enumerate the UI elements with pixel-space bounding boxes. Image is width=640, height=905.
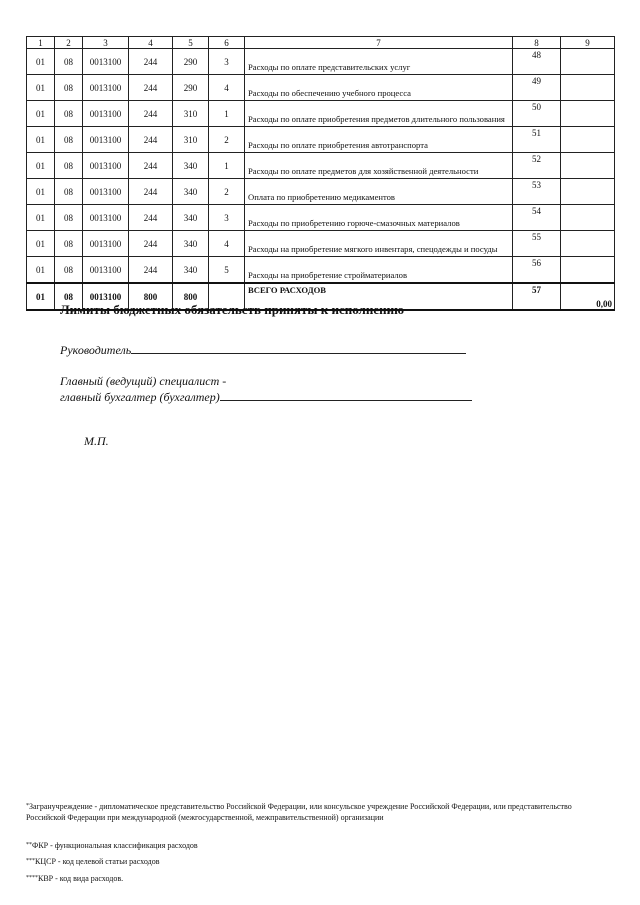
col-header: 7 [245,37,513,49]
footnote-text: Загранучреждение - дипломатическое представительство Российской Федерации, или консульское учреждение Российской Федерации, или представительство Российской Федерации при международной (межгосударственной, межправительственной) организации [26,802,572,822]
cell-description: Расходы по оплате приобретения автотранспорта [245,127,513,153]
cell-line-number: 49 [513,75,561,101]
col-header: 3 [83,37,129,49]
cell-subcode: 2 [209,127,245,153]
cell-kosgu: 290 [173,49,209,75]
cell-section: 01 [27,101,55,127]
accountant-label-line1: Главный (ведущий) специалист - [60,374,227,388]
col-header: 6 [209,37,245,49]
cell-kosgu: 340 [173,205,209,231]
table-row [27,49,615,75]
cell-target-code: 0013100 [83,153,129,179]
cell-subsection: 08 [55,205,83,231]
table-header-row [27,37,615,49]
cell-type-code: 244 [129,101,173,127]
cell-target-code: 0013100 [83,205,129,231]
cell-target-code: 0013100 [83,127,129,153]
footnote-text: ФКР - функциональная классификация расходов [32,841,198,850]
cell-kosgu: 340 [173,231,209,257]
cell-subsection: 08 [55,101,83,127]
cell-subcode: 3 [209,205,245,231]
cell-target-code: 0013100 [83,101,129,127]
cell-subcode: 3 [209,49,245,75]
cell-kosgu: 340 [173,257,209,284]
cell-subcode: 4 [209,75,245,101]
accountant-signature-line [60,389,472,405]
col-header: 8 [513,37,561,49]
footnote-mark: * [26,803,29,809]
cell-kosgu: 340 [173,179,209,205]
cell-type-code: 244 [129,153,173,179]
cell-kosgu: 290 [173,75,209,101]
cell-description: Расходы по обеспечению учебного процесса [245,75,513,101]
cell-type-code: 800 [129,283,173,310]
cell-section: 01 [27,75,55,101]
cell-line-number: 54 [513,205,561,231]
cell-target-code: 0013100 [83,231,129,257]
cell-subsection: 08 [55,257,83,284]
cell-section: 01 [27,49,55,75]
table-row [27,231,615,257]
cell-subsection: 08 [55,283,83,310]
head-label: Руководитель [60,343,132,357]
accountant-label-line2: главный бухгалтер (бухгалтер) [60,390,220,404]
cell-kosgu: 310 [173,101,209,127]
cell-amount [561,49,615,75]
cell-section: 01 [27,283,55,310]
cell-amount [561,75,615,101]
table-row [27,153,615,179]
cell-line-number: 55 [513,231,561,257]
cell-subsection: 08 [55,49,83,75]
cell-target-code: 0013100 [83,283,129,310]
cell-line-number: 50 [513,101,561,127]
table-row [27,75,615,101]
col-header: 5 [173,37,209,49]
col-header: 9 [561,37,615,49]
table-row [27,101,615,127]
cell-description: Расходы по приобретению горюче-смазочных материалов [245,205,513,231]
cell-subcode: 2 [209,179,245,205]
table-row [27,205,615,231]
cell-subsection: 08 [55,127,83,153]
cell-description: Расходы по оплате приобретения предметов длительного пользования [245,101,513,127]
signature-underline [131,342,466,354]
cell-type-code: 244 [129,205,173,231]
footnote [26,840,606,851]
cell-amount [561,101,615,127]
cell-amount [561,205,615,231]
table-row [27,179,615,205]
cell-section: 01 [27,231,55,257]
cell-type-code: 244 [129,49,173,75]
cell-amount [561,127,615,153]
head-signature-line [60,342,466,358]
cell-amount [561,257,615,284]
col-header: 4 [129,37,173,49]
footnote [26,801,606,823]
cell-line-number: 57 [513,283,561,310]
cell-amount [561,231,615,257]
signature-underline [220,389,472,401]
cell-section: 01 [27,127,55,153]
budget-table [26,36,615,311]
cell-subcode: 1 [209,101,245,127]
stamp-label: М.П. [84,434,109,448]
cell-description: Оплата по приобретению медикаментов [245,179,513,205]
cell-line-number: 53 [513,179,561,205]
cell-kosgu: 800 [173,283,209,310]
cell-target-code: 0013100 [83,179,129,205]
cell-line-number: 51 [513,127,561,153]
cell-kosgu: 310 [173,127,209,153]
cell-line-number: 48 [513,49,561,75]
footnote-text: КВР - код вида расходов. [38,874,124,883]
cell-type-code: 244 [129,179,173,205]
col-header: 1 [27,37,55,49]
cell-line-number: 52 [513,153,561,179]
cell-subcode: 4 [209,231,245,257]
cell-subsection: 08 [55,179,83,205]
footnote [26,856,606,867]
cell-kosgu: 340 [173,153,209,179]
cell-amount [561,153,615,179]
cell-section: 01 [27,153,55,179]
cell-target-code: 0013100 [83,49,129,75]
cell-description: Расходы по оплате представительских услуг [245,49,513,75]
cell-amount [561,179,615,205]
cell-type-code: 244 [129,75,173,101]
cell-description: Расходы по оплате предметов для хозяйственной деятельности [245,153,513,179]
cell-subsection: 08 [55,231,83,257]
cell-subsection: 08 [55,75,83,101]
cell-section: 01 [27,205,55,231]
footnote-mark: **** [26,875,38,881]
acceptance-title: Лимиты бюджетных обязательств приняты к исполнению [60,302,405,317]
table-row [27,127,615,153]
cell-type-code: 244 [129,231,173,257]
cell-section: 01 [27,179,55,205]
table-row [27,257,615,284]
cell-description: Расходы на приобретение мягкого инвентаря, спецодежды и посуды [245,231,513,257]
footnote [26,873,606,884]
cell-section: 01 [27,257,55,284]
cell-line-number: 56 [513,257,561,284]
total-amount: 0,00 [561,283,615,310]
footnote-text: КЦСР - код целевой статьи расходов [35,857,160,866]
footnote-mark: ** [26,842,32,848]
cell-description: Расходы на приобретение стройматериалов [245,257,513,284]
total-label: ВСЕГО РАСХОДОВ [245,283,513,310]
cell-type-code: 244 [129,127,173,153]
cell-target-code: 0013100 [83,257,129,284]
cell-subsection: 08 [55,153,83,179]
cell-subcode: 5 [209,257,245,284]
cell-subcode: 1 [209,153,245,179]
footnote-mark: *** [26,858,35,864]
cell-target-code: 0013100 [83,75,129,101]
col-header: 2 [55,37,83,49]
cell-type-code: 244 [129,257,173,284]
